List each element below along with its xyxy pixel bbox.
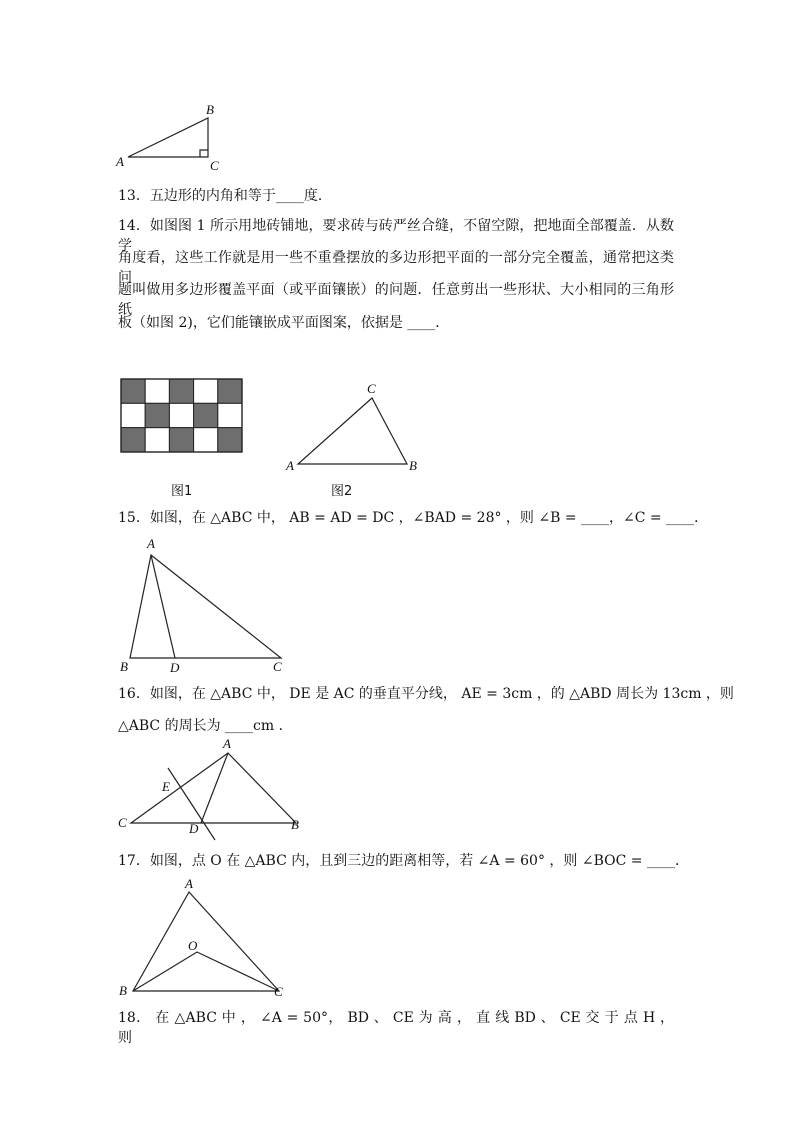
question-15: 15．如图，在 △ABC 中， AB = AD = DC ，∠BAD = 28° ，则 ∠B = ____，∠C = ____． — [118, 510, 709, 526]
label-c: C — [274, 984, 283, 999]
label-c: C — [273, 659, 282, 674]
tile — [169, 428, 193, 452]
question-18: 18． 在 △ABC 中 ， ∠A = 50°， BD 、 CE 为 高 ， 直 线 BD 、 CE 交 于 点 H ， 则 — [118, 1010, 674, 1046]
label-d: D — [170, 660, 180, 675]
label-b: B — [119, 983, 127, 998]
triangle-figure-q17 — [110, 874, 300, 1004]
question-14-line-3: 题叫做用多边形覆盖平面（或平面镶嵌）的问题．任意剪出一些形状、大小相同的三角形纸 — [118, 282, 674, 318]
label-e: E — [162, 779, 170, 794]
tile — [218, 379, 242, 403]
label-d: D — [189, 821, 199, 836]
right-triangle-figure — [110, 100, 230, 175]
question-14-line-2: 角度看，这些工作就是用一些不重叠摆放的多边形把平面的一部分完全覆盖，通常把这类问 — [118, 250, 674, 286]
label-a: A — [223, 736, 231, 751]
label-a: A — [116, 154, 124, 169]
label-b: B — [409, 458, 417, 473]
question-16-line-2: △ABC 的周长为 ____cm ． — [118, 718, 293, 734]
label-a: A — [147, 536, 155, 551]
label-c: C — [367, 381, 376, 396]
label-c: C — [210, 158, 219, 173]
tile — [218, 403, 242, 427]
tile — [145, 403, 169, 427]
figure-2-caption: 图2 — [331, 484, 353, 499]
label-b: B — [120, 659, 128, 674]
triangle-figure-2 — [280, 380, 430, 505]
label-a: A — [286, 458, 294, 473]
tile — [145, 379, 169, 403]
tile — [121, 403, 145, 427]
tile — [169, 379, 193, 403]
label-b: B — [206, 102, 214, 117]
tile — [194, 403, 218, 427]
tile — [121, 379, 145, 403]
tile — [145, 428, 169, 452]
triangle-figure-q15 — [110, 533, 300, 678]
label-o: O — [188, 938, 198, 953]
label-c: C — [118, 815, 127, 830]
tile — [194, 379, 218, 403]
tile — [121, 428, 145, 452]
question-14-line-1: 14．如图图 1 所示用地砖铺地，要求砖与砖严丝合缝，不留空隙，把地面全部覆盖．从数学 — [118, 218, 674, 254]
question-16-line-1: 16．如图，在 △ABC 中， DE 是 AC 的垂直平分线， AE = 3cm ，的 △ABD 周长为 13cm ，则 — [118, 686, 734, 702]
tile — [218, 428, 242, 452]
question-17: 17．如图，点 O 在 △ABC 内，且到三边的距离相等，若 ∠A = 60° ，则 ∠BOC = ____． — [118, 853, 689, 869]
label-a: A — [185, 876, 193, 891]
triangle-figure-q16 — [110, 735, 320, 845]
tile — [194, 428, 218, 452]
tile — [169, 403, 193, 427]
label-b: B — [291, 817, 299, 832]
figure-1-caption: 图1 — [171, 484, 193, 499]
question-13: 13．五边形的内角和等于____度． — [118, 188, 332, 204]
tiling-figure-1 — [120, 378, 246, 504]
question-14-line-4: 板（如图 2)，它们能镶嵌成平面图案，依据是 ____． — [118, 315, 450, 331]
